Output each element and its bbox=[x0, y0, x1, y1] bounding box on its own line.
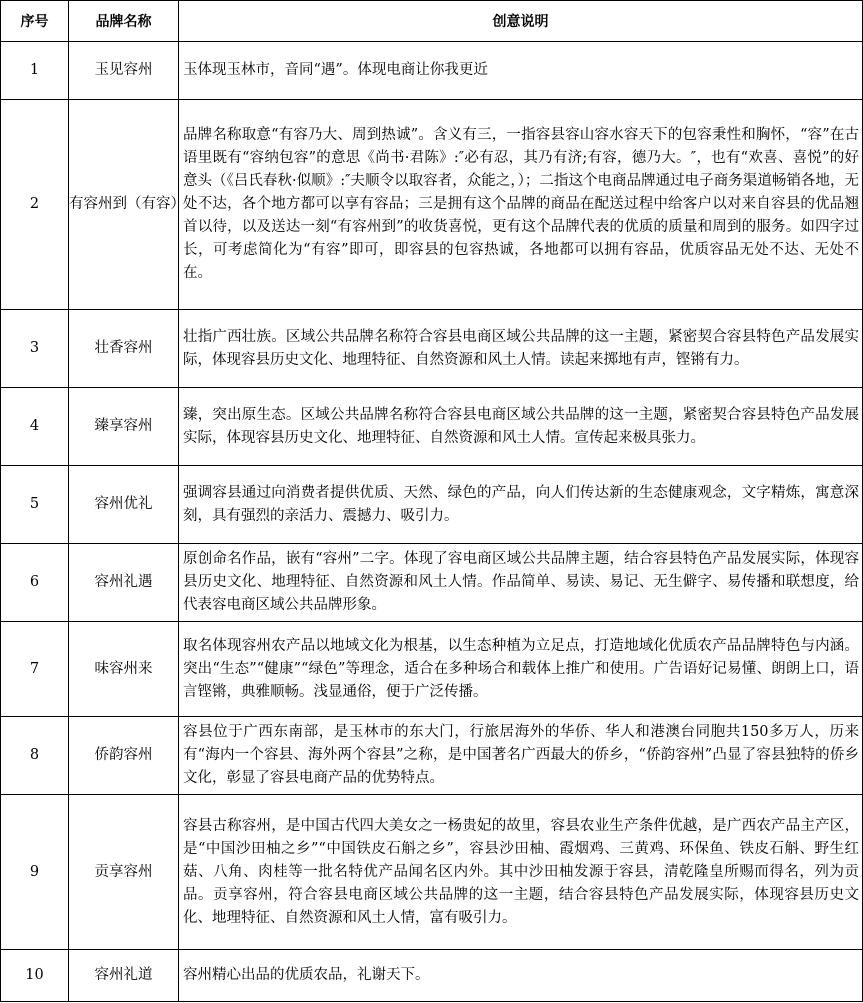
table-row bbox=[1, 100, 863, 310]
row-description: 强调容县通过向消费者提供优质、天然、绿色的产品，向人们传达新的生态健康观念，文字精炼，寓意深刻，具有强烈的亲活力、震撼力、吸引力。 bbox=[179, 466, 863, 544]
row-description: 容州精心出品的优质农品，礼谢天下。 bbox=[179, 950, 863, 1002]
header-no: 序号 bbox=[1, 1, 69, 42]
row-no: 1 bbox=[1, 42, 69, 100]
row-brand-name: 侨韵容州 bbox=[69, 717, 179, 795]
row-brand-name: 玉见容州 bbox=[69, 42, 179, 100]
table-row bbox=[1, 310, 863, 388]
row-no: 7 bbox=[1, 622, 69, 717]
row-no: 6 bbox=[1, 544, 69, 622]
row-brand-name: 壮香容州 bbox=[69, 310, 179, 388]
row-description: 臻，突出原生态。区域公共品牌名称符合容县电商区域公共品牌的这一主题，紧密契合容县特色产品发展实际，体现容县历史文化、地理特征、自然资源和风土人情。宣传起来极具张力。 bbox=[179, 388, 863, 466]
row-no: 2 bbox=[1, 100, 69, 310]
row-description: 玉体现玉林市，音同“遇”。体现电商让你我更近 bbox=[179, 42, 863, 100]
row-description: 容县位于广西东南部，是玉林市的东大门，行旅居海外的华侨、华人和港澳台同胞共150多万人，历来有“海内一个容县、海外两个容县”之称，是中国著名广西最大的侨乡，“侨韵容州”凸显了容县独特的侨乡文化，彰显了容县电商产品的优势特点。 bbox=[179, 717, 863, 795]
row-description: 原创命名作品，嵌有“容州”二字。体现了容电商区域公共品牌主题，结合容县特色产品发展实际，体现容县历史文化、地理特征、自然资源和风土人情。作品简单、易读、易记、无生僻字、易传播和联想度，给代表容电商区域公共品牌形象。 bbox=[179, 544, 863, 622]
row-brand-name: 有容州到（有容） bbox=[69, 100, 179, 310]
row-brand-name: 容州礼道 bbox=[69, 950, 179, 1002]
header-description: 创意说明 bbox=[179, 1, 863, 42]
header-brand-name: 品牌名称 bbox=[69, 1, 179, 42]
row-description: 取名体现容州农产品以地域文化为根基，以生态种植为立足点，打造地域化优质农产品品牌特色与内涵。突出“生态”“健康”“绿色”等理念，适合在多种场合和载体上推广和使用。广告语好记易懂、朗朗上口，语言铿锵，典雅顺畅。浅显通俗，便于广泛传播。 bbox=[179, 622, 863, 717]
row-no: 10 bbox=[1, 950, 69, 1002]
row-no: 3 bbox=[1, 310, 69, 388]
row-no: 9 bbox=[1, 795, 69, 950]
row-description: 容县古称容州，是中国古代四大美女之一杨贵妃的故里，容县农业生产条件优越，是广西农产品主产区，是“中国沙田柚之乡”“中国铁皮石斛之乡”，容县沙田柚、霞烟鸡、三黄鸡、环保鱼、铁皮石斛、野生红菇、八角、肉桂等一批名特优产品闻名区内外。其中沙田柚发源于容县，清乾隆皇所赐而得名，列为贡品。贡享容州，符合容县电商区域公共品牌的这一主题，结合容县特色产品发展实际，体现容县历史文化、地理特征、自然资源和风土人情，富有吸引力。 bbox=[179, 795, 863, 950]
row-no: 4 bbox=[1, 388, 69, 466]
table-row bbox=[1, 622, 863, 717]
table-row bbox=[1, 466, 863, 544]
row-brand-name: 容州优礼 bbox=[69, 466, 179, 544]
row-description: 品牌名称取意“有容乃大、周到热诚”。含义有三，一指容县容山容水容天下的包容秉性和胸怀，“容”在古语里既有“容纳包容”的意思《尚书·君陈》:″必有忍，其乃有济;有容，德乃大。″，也有“欢喜、喜悦”的好意头（《吕氏春秋·似顺》:″夫顺令以取容者，众能之，）；二指这个电商品牌通过电子商务渠道畅销各地，无处不达，各个地方都可以享有容品；三是拥有这个品牌的商品在配送过程中给客户以对来自容县的优品翘首以待，以及送达一刻“有容州到”的收货喜悦，更有这个品牌代表的优质的质量和周到的服务。如四字过长，可考虑简化为“有容”即可，即容县的包容热诚，各地都可以拥有容品，优质容品无处不达、无处不在。 bbox=[179, 100, 863, 310]
table-row bbox=[1, 42, 863, 100]
row-no: 5 bbox=[1, 466, 69, 544]
row-no: 8 bbox=[1, 717, 69, 795]
row-brand-name: 味容州来 bbox=[69, 622, 179, 717]
table-row bbox=[1, 950, 863, 1002]
table-row bbox=[1, 795, 863, 950]
row-description: 壮指广西壮族。区域公共品牌名称符合容县电商区域公共品牌的这一主题，紧密契合容县特色产品发展实际，体现容县历史文化、地理特征、自然资源和风土人情。读起来掷地有声，铿锵有力。 bbox=[179, 310, 863, 388]
table-row bbox=[1, 544, 863, 622]
row-brand-name: 容州礼遇 bbox=[69, 544, 179, 622]
table-row bbox=[1, 388, 863, 466]
table-row bbox=[1, 717, 863, 795]
header-row bbox=[1, 1, 863, 42]
row-brand-name: 贡享容州 bbox=[69, 795, 179, 950]
row-brand-name: 臻享容州 bbox=[69, 388, 179, 466]
